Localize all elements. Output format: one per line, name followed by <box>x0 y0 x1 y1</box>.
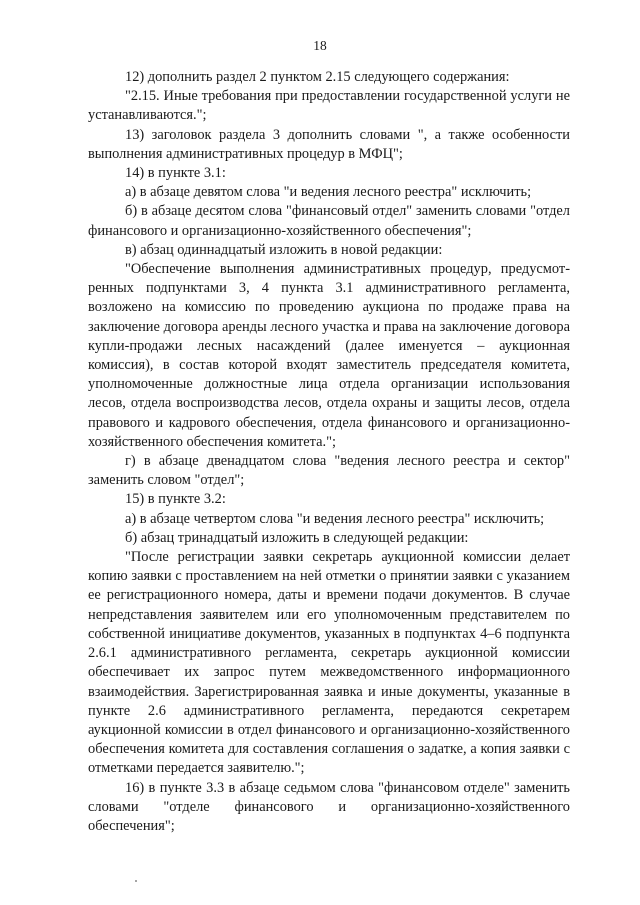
item-14: 14) в пункте 3.1: <box>125 165 226 182</box>
item-15-a: а) в абзаце четвертом слова "и ведения лесного реестра" исключить; <box>125 510 545 527</box>
page-number: 18 <box>313 38 327 53</box>
new-paragraph-13: "После регистрации заявки секретарь аукционной комиссии делает копию заявки с проставлением на ней отметки о принятии заявки с указанием ее регистрационного номера, даты и времени подачи документов. В случае непредставления заявителем или его уполномоченным представителем по собственной инициативе документов, указанных в подпунктах 4–6 подпункта 2.6.1 административного регламента, секретарь аукционной комиссии обеспечивает их запрос путем межведомственного информационного взаимодействия. Зарегистрированная заявка и иные документы, указанные в пункте 2.6 административного регламента, передаются секретарем аукционной комиссии в отдел финансового и организационно-хозяйственного обеспечения комитета для составления соглашения о задатке, а копия заявки с отметками передается заявителю."; <box>88 549 570 777</box>
scan-speck <box>135 880 137 882</box>
item-14-b: б) в абзаце десятом слова "финансовый отдел" заменить словами "отдел финансового и организационно-хозяйственного обеспечения"; <box>88 203 570 239</box>
new-point-2-15: "2.15. Иные требования при предоставлении государственной услуги не устанавливаются."; <box>88 88 570 124</box>
item-13: 13) заголовок раздела 3 дополнить словами ", а также особенности выполнения административных процедур в МФЦ"; <box>88 126 570 162</box>
item-12: 12) дополнить раздел 2 пунктом 2.15 следующего содержания: <box>125 69 510 85</box>
item-14-a: а) в абзаце девятом слова "и ведения лесного реестра" исключить; <box>125 184 532 201</box>
document-body <box>88 68 570 836</box>
item-15-b: б) абзац тринадцатый изложить в следующей редакции: <box>125 529 469 546</box>
item-15: 15) в пункте 3.2: <box>125 491 226 508</box>
item-16: 16) в пункте 3.3 в абзаце седьмом слова "финансовом отделе" заменить словами "отделе финансового и организационно-хозяйственного обеспечения"; <box>88 779 570 834</box>
item-14-v: в) абзац одиннадцатый изложить в новой редакции: <box>125 241 443 258</box>
item-14-g: г) в абзаце двенадцатом слова "ведения лесного реестра и сектор" заменить словом "отдел"; <box>88 453 570 489</box>
new-paragraph-11: "Обеспечение выполнения административных процедур, предусмотренных подпунктами 3, 4 пункта 3.1 административного регламента, возложено на комиссию по проведению аукциона по продаже права на заключение договора аренды лесного участка и права на заключение договора купли-продажи лесных насаждений (далее именуется – аукционная комиссия), в состав которой входят заместитель председателя комитета, уполномоченные должностные лица отдела организации использования лесов, отдела воспроизводства лесов, отдела охраны и защиты лесов, отдела правового и кадрового обеспечения, отдела финансового и организационно-хозяйственного обеспечения комитета."; <box>88 261 570 450</box>
